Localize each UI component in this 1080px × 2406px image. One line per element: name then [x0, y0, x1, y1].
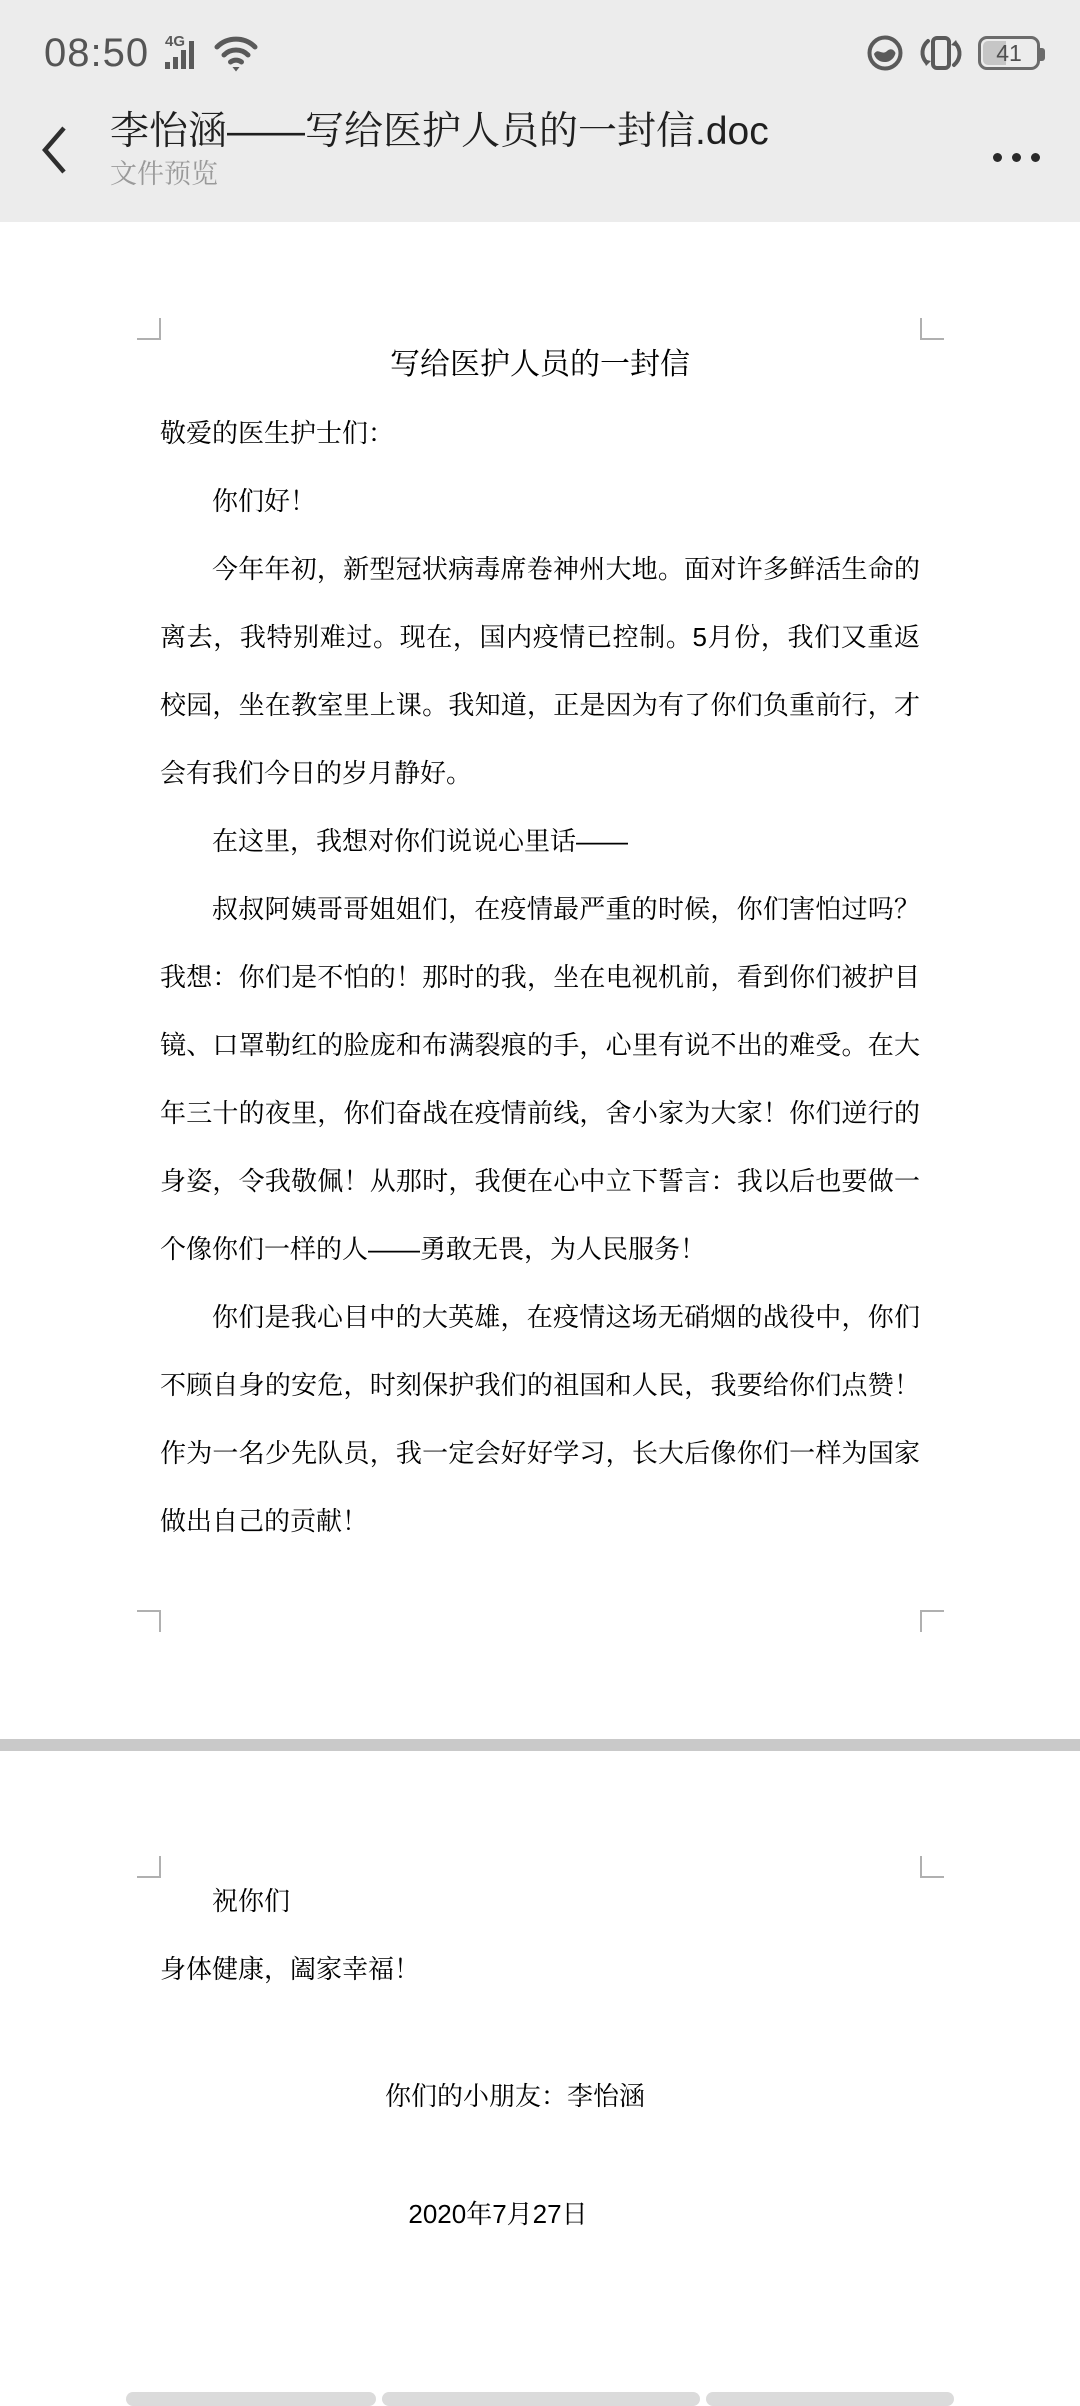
page-separator [0, 1739, 1080, 1751]
letter-paragraph: 叔叔阿姨哥哥姐姐们，在疫情最严重的时候，你们害怕过吗？我想：你们是不怕的！那时的我，坐在电视机前，看到你们被护目镜、口罩勒红的脸庞和布满裂痕的手，心里有说不出的难受。在大年三十的夜里，你们奋战在疫情前线，舍小家为大家！你们逆行的身姿，令我敬佩！从那时，我便在心中立下誓言：我以后也要做一个像你们一样的人——勇敢无畏，为人民服务！ [160, 894, 920, 1264]
wifi-icon [213, 34, 259, 72]
letter-paragraph: 你们是我心目中的大英雄，在疫情这场无硝烟的战役中，你们不顾自身的安危，时刻保护我们的祖国和人民，我要给你们点赞！作为一名少先队员，我一定会好好学习，长大后像你们一样为国家做出自己的贡献！ [160, 1302, 920, 1536]
margin-mark-top-left [137, 1856, 161, 1878]
letter-date: 2020年7月27日 [408, 2199, 588, 2229]
more-menu-button[interactable] [983, 139, 1040, 162]
recent-apps-pill[interactable] [126, 2392, 376, 2406]
clock: 08:50 [44, 30, 150, 75]
margin-mark-top-right [920, 1856, 944, 1878]
letter-paragraph: 你们好！ [212, 486, 317, 516]
header-titles [110, 109, 983, 191]
cellular-signal-icon [159, 31, 203, 75]
battery-indicator [978, 36, 1040, 70]
margin-mark-top-right [920, 318, 944, 340]
preview-label: 文件预览 [110, 159, 218, 189]
menu-dot [1012, 153, 1021, 162]
letter-salutation: 敬爱的医生护士们： [160, 418, 395, 448]
status-right-cluster [866, 33, 1040, 73]
app-header [0, 92, 1080, 222]
status-left-cluster [44, 31, 259, 76]
battery-percent: 41 [996, 39, 1022, 66]
document-preview[interactable] [0, 222, 1080, 2400]
margin-mark-top-left [137, 318, 161, 340]
status-bar [0, 0, 1080, 92]
menu-dot [993, 153, 1002, 162]
battery-nub [1039, 48, 1045, 61]
chevron-left-icon [40, 124, 68, 176]
back-pill[interactable] [706, 2392, 954, 2406]
letter-title: 写给医护人员的一封信 [390, 348, 690, 381]
auto-rotate-icon [916, 33, 966, 73]
margin-mark-bottom-left [137, 1610, 161, 1632]
document-page-1 [160, 331, 920, 1555]
file-title: 李怡涵——写给医护人员的一封信.doc [110, 110, 769, 153]
network-type-label: 4G [165, 33, 186, 50]
document-page-2 [160, 1867, 920, 2248]
letter-closing: 祝你们 [212, 1886, 291, 1916]
letter-signature: 你们的小朋友：李怡涵 [384, 2081, 645, 2111]
home-pill[interactable] [382, 2392, 700, 2406]
margin-mark-bottom-right [920, 1610, 944, 1632]
letter-paragraph: 今年年初，新型冠状病毒席卷神州大地。面对许多鲜活生命的离去，我特别难过。现在，国内疫情已控制。5月份，我们又重返校园，坐在教室里上课。我知道，正是因为有了你们负重前行，才会有我们今日的岁月静好。 [160, 554, 920, 788]
eye-comfort-icon [866, 34, 904, 72]
back-button[interactable] [40, 120, 86, 180]
menu-dot [1031, 153, 1040, 162]
letter-closing: 身体健康，阖家幸福！ [160, 1954, 421, 1984]
letter-paragraph: 在这里，我想对你们说说心里话—— [212, 826, 629, 856]
